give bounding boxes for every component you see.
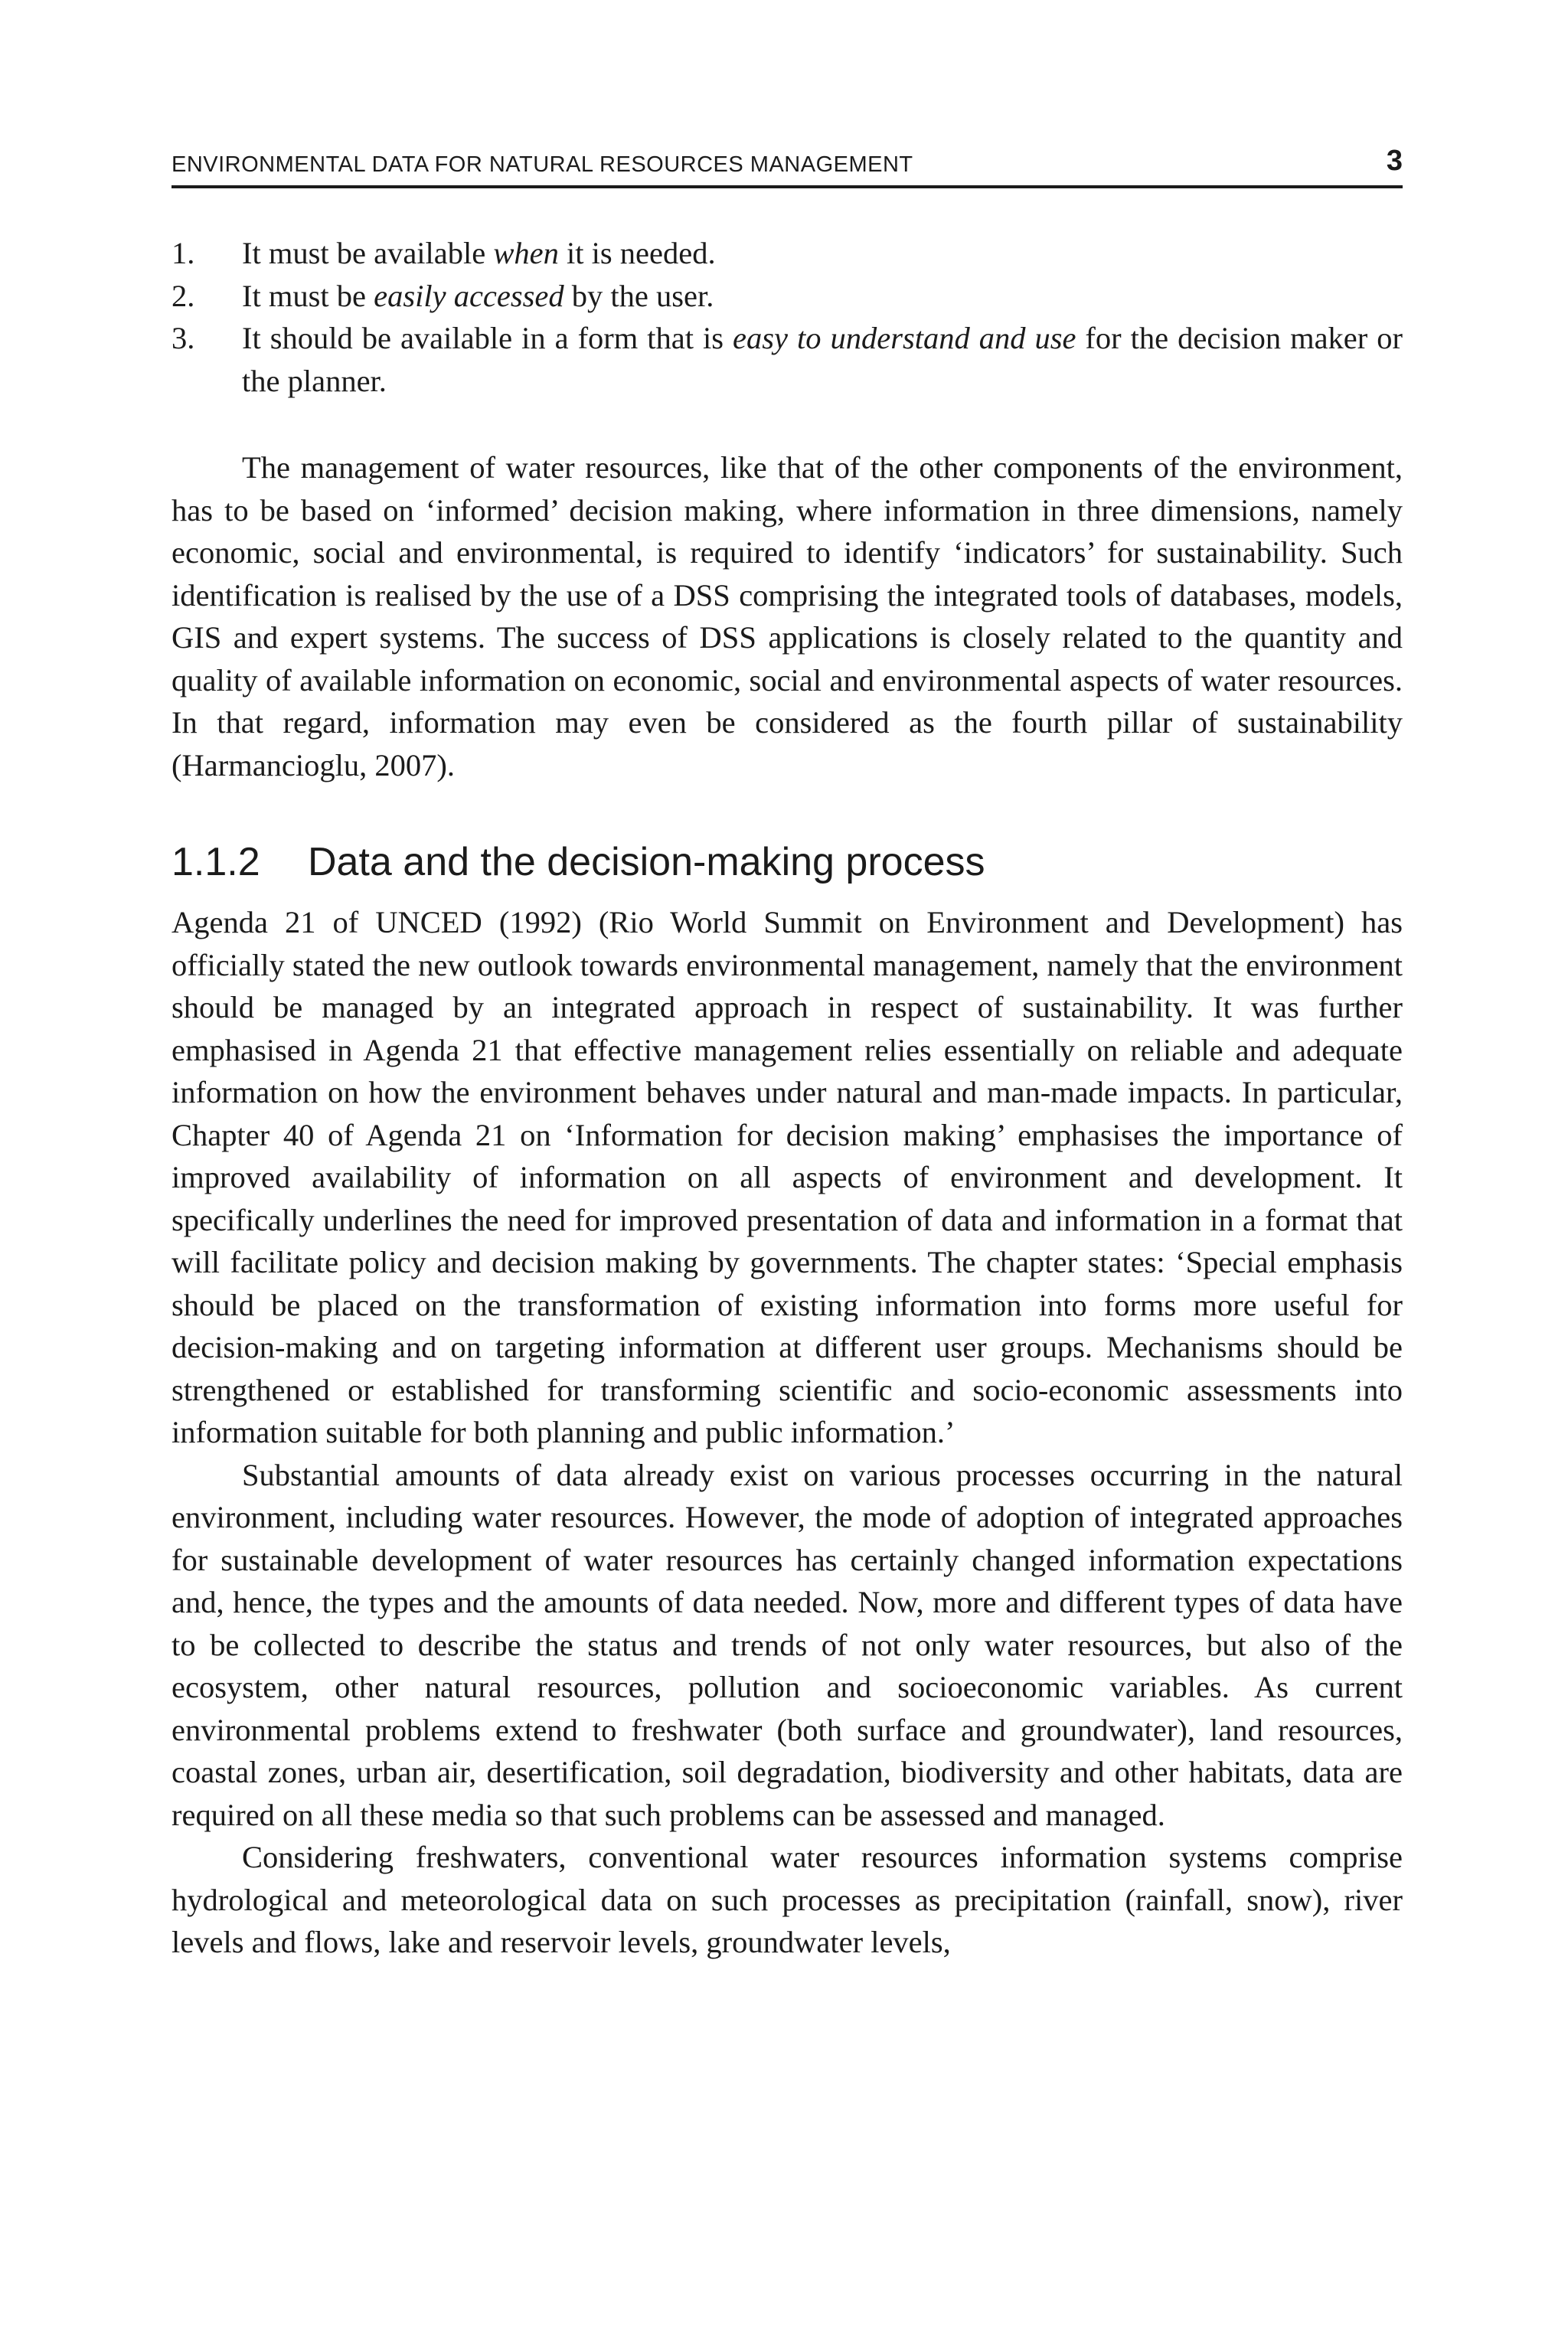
paragraph-dss-information: The management of water resources, like that of the other components of the environment, has to be based on ‘informed’ decision making, where information in three dimensions, namely economic, social and environmental, is required to identify ‘indicators’ for sustainability. Such identification is realised by the use of a DSS comprising the integrated tools of databases, models, GIS and expert systems. The success of DSS applications is closely related to the quantity and quality of available information on economic, social and environmental aspects of water resources. In that regard, information may even be considered as the fourth pillar of sustainability (Harmancioglu, 2007).: [172, 450, 1403, 782]
list-item-text-end: for the decision maker or the planner.: [242, 321, 1403, 398]
list-item-number: 2.: [172, 278, 195, 313]
book-page: [172, 138, 1403, 1964]
running-title: ENVIRONMENTAL DATA FOR NATURAL RESOURCES MANAGEMENT: [172, 152, 913, 177]
list-item-emphasis: easy to understand and use: [733, 321, 1076, 355]
list-item-text-end: it is needed.: [558, 236, 716, 270]
section-number: 1.1.2: [172, 840, 260, 884]
section-title: Data and the decision-making process: [308, 840, 985, 884]
body-text: [172, 232, 1403, 1964]
list-item-number: 1.: [172, 236, 195, 270]
list-item-text-start: It should be available in a form that is: [242, 321, 733, 355]
paragraph-freshwaters: Considering freshwaters, conventional water resources information systems comprise hydrological and meteorological data on such processes as precipitation (rainfall, snow), river levels and flows, lake and reservoir levels, groundwater levels,: [172, 1840, 1403, 1959]
running-header: [172, 138, 1403, 188]
list-item-text-end: by the user.: [564, 278, 714, 313]
list-item: [172, 232, 1403, 275]
list-item-text: [242, 275, 1403, 318]
list-item-number: 3.: [172, 321, 195, 355]
list-item-text: [242, 232, 1403, 275]
paragraph-data-expectations: Substantial amounts of data already exist on various processes occurring in the natural environment, including water resources. However, the mode of adoption of integrated approaches for sustainable development of water resources has certainly changed information expectations and, hence, the types and the amounts of data needed. Now, more and different types of data have to be collected to describe the status and trends of not only water resources, but also of the ecosystem, other natural resources, pollution and socioeconomic variables. As current environmental problems extend to freshwater (both surface and groundwater), land resources, coastal zones, urban air, desertification, soil degradation, biodiversity and other habitats, data are required on all these media so that such problems can be assessed and managed.: [172, 1457, 1403, 1832]
list-item: [172, 317, 1403, 402]
paragraph-agenda-21: Agenda 21 of UNCED (1992) (Rio World Summit on Environment and Development) has officially stated the new outlook towards environmental management, namely that the environment should be managed by an integrated approach in respect of sustainability. It was further emphasised in Agenda 21 that effective management relies essentially on reliable and adequate information on how the environment behaves under natural and man-made impacts. In particular, Chapter 40 of Agenda 21 on ‘Information for decision making’ emphasises the importance of improved availability of information on all aspects of environment and development. It specifically underlines the need for improved presentation of data and information in a format that will facilitate policy and decision making by governments. The chapter states: ‘Special emphasis should be placed on the transformation of existing information into forms more useful for decision-making and on targeting information at different user groups. Mechanisms should be strengthened or established for transforming scientific and socio-economic assessments into information suitable for both planning and public information.’: [172, 905, 1403, 1449]
list-item-text-start: It must be available: [242, 236, 494, 270]
list-item-text-start: It must be: [242, 278, 374, 313]
list-item: [172, 275, 1403, 318]
list-item-emphasis: when: [493, 236, 559, 270]
list-item-text: [242, 317, 1403, 402]
criteria-list: [172, 232, 1403, 402]
list-item-emphasis: easily accessed: [374, 278, 564, 313]
section-heading: [172, 838, 1403, 886]
page-number: 3: [1386, 145, 1403, 177]
